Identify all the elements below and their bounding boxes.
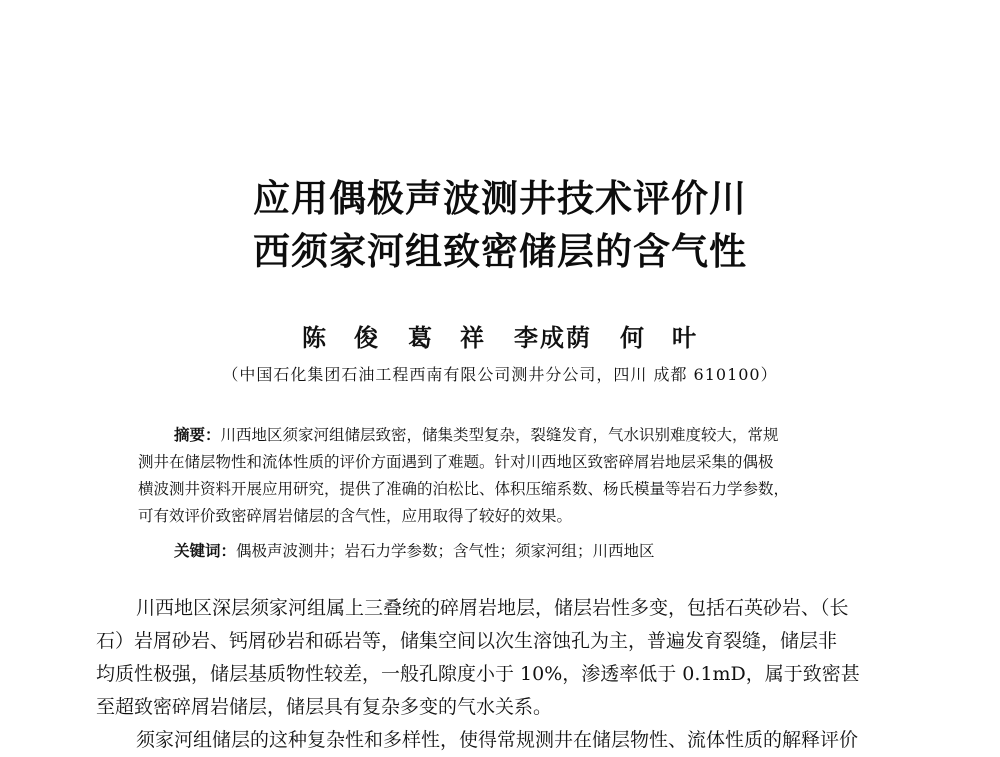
author-affiliation: （中国石化集团石油工程西南有限公司测井分公司，四川 成都 610100） <box>222 365 778 384</box>
body-line: 均质性极强，储层基质物性较差，一般孔隙度小于 10%，渗透率低于 0.1mD，属于致密甚 <box>96 663 860 685</box>
keywords <box>174 539 655 561</box>
keywords-label: 关键词： <box>174 542 237 560</box>
abstract <box>138 422 872 530</box>
author-name: 李成荫 <box>514 323 592 352</box>
body-line: 至超致密碎屑岩储层，储层具有复杂多变的气水关系。 <box>96 696 553 718</box>
body-line: 川西地区深层须家河组属上三叠统的碎屑岩地层，储层岩性多变，包括石英砂岩、（长 <box>136 597 849 619</box>
body-line: 须家河组储层的这种复杂性和多样性，使得常规测井在储层物性、流体性质的解释评价 <box>136 729 859 751</box>
abstract-line <box>138 422 872 449</box>
paper-title-line-2: 西须家河组致密储层的含气性 <box>253 230 747 273</box>
abstract-text: 川西地区须家河组储层致密，储集类型复杂，裂缝发育，气水识别难度较大，常规 <box>220 426 779 444</box>
abstract-label: 摘要： <box>174 426 221 444</box>
author-name: 葛 祥 <box>408 323 486 352</box>
author-name: 何 叶 <box>620 323 698 352</box>
abstract-line: 横波测井资料开展应用研究，提供了准确的泊松比、体积压缩系数、杨氏模量等岩石力学参数， <box>138 480 790 498</box>
body-line: 石）岩屑砂岩、钙屑砂岩和砾岩等，储集空间以次生溶蚀孔为主，普遍发育裂缝，储层非 <box>96 630 838 652</box>
body-text <box>96 592 908 757</box>
keywords-text: 偶极声波测井；岩石力学参数；含气性；须家河组；川西地区 <box>236 542 655 560</box>
author-name: 陈 俊 <box>302 323 380 352</box>
abstract-line: 可有效评价致密碎屑岩储层的含气性，应用取得了较好的效果。 <box>138 507 573 525</box>
abstract-line: 测井在储层物性和流体性质的评价方面遇到了难题。针对川西地区致密碎屑岩地层采集的偶极 <box>138 453 774 471</box>
paper-title-line-1: 应用偶极声波测井技术评价川 <box>253 177 747 220</box>
author-list <box>0 318 1000 353</box>
